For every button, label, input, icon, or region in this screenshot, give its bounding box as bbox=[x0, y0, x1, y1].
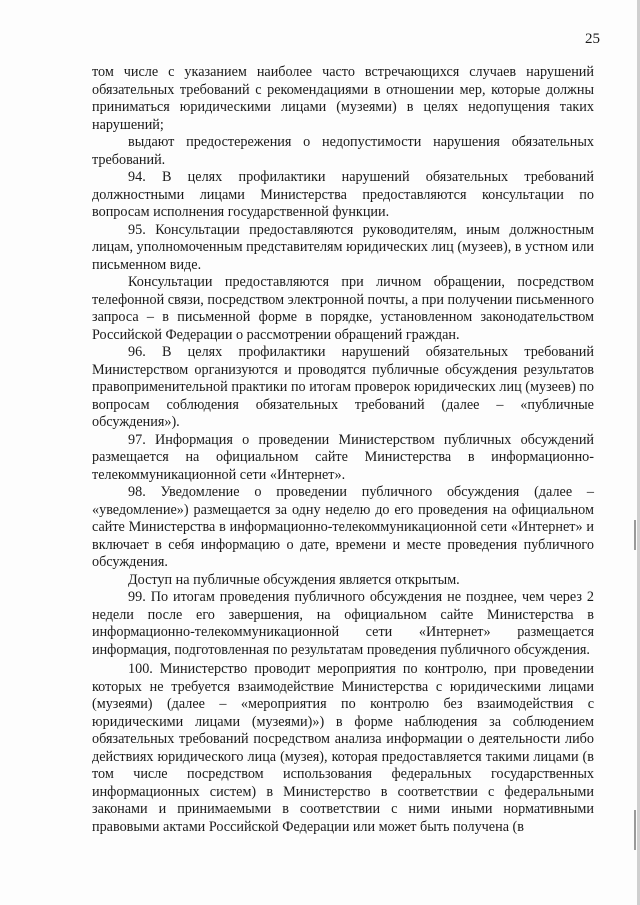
scan-artifact bbox=[634, 810, 636, 850]
paragraph: 100. Министерство проводит мероприятия по контролю, при проведении которых не требуется взаимодействие Министерства с юридическими лицами (музеями) (далее – «мероприятия по контролю без взаимодействия с юридическими лицами (музеями)») в форме наблюдения за соблюдением обязательных требований посредством анализа информации о деятельности либо действиях юридического лица (музея), которая предоставляется такими лицами (в том числе посредством использования федеральных государственных информационных систем) в Министерство в соответствии с федеральными законами и принимаемыми в соответствии с ними иными нормативными правовыми актами Российской Федерации или может быть получена (в bbox=[92, 661, 594, 835]
paragraph: 95. Консультации предоставляются руководителям, иным должностным лицам, уполномоченным представителям юридических лиц (музеев), в устном или письменном виде. bbox=[92, 221, 594, 273]
paragraph: выдают предостережения о недопустимости нарушения обязательных требований. bbox=[92, 134, 594, 168]
scan-artifact bbox=[634, 520, 636, 550]
paragraph: 98. Уведомление о проведении публичного обсуждения (далее – «уведомление») размещается за одну неделю до его проведения на официальном сайте Министерства в информационно-телекоммуникационной сети «Интернет» и включает в себя информацию о дате, времени и месте проведения публичного обсуждения. bbox=[92, 484, 594, 570]
paragraph: том числе с указанием наиболее часто встречающихся случаев нарушений обязательных требований с рекомендациями в отношении мер, которые должны приниматься юридическими лицами (музеями) в целях недопущения таких нарушений; bbox=[92, 64, 594, 133]
paragraph: 94. В целях профилактики нарушений обязательных требований должностными лицами Министерства предоставляются консультации по вопросам исполнения государственной функции. bbox=[92, 169, 594, 220]
document-body bbox=[92, 64, 594, 836]
paragraph: 97. Информация о проведении Министерством публичных обсуждений размещается на официальном сайте Министерства в информационно-телекоммуникационной сети «Интернет». bbox=[92, 431, 594, 483]
page-number: 25 bbox=[585, 31, 600, 47]
paragraph: 99. По итогам проведения публичного обсуждения не позднее, чем через 2 недели после его завершения, на официальном сайте Министерства в информационно-телекоммуникационной сети «Интернет» размещается информация, подготовленная по результатам проведения публичного обсуждения. bbox=[92, 589, 594, 658]
paragraph: Доступ на публичные обсуждения является открытым. bbox=[128, 571, 460, 588]
paragraph: Консультации предоставляются при личном обращении, посредством телефонной связи, посредством электронной почты, а при получении письменного запроса – в письменной форме в порядке, установленном законодательством Российской Федерации о рассмотрении обращений граждан. bbox=[92, 274, 594, 343]
paragraph: 96. В целях профилактики нарушений обязательных требований Министерством организуются и проводятся публичные обсуждения результатов правоприменительной практики по итогам проверок юридических лиц (музеев) по вопросам соблюдения обязательных требований (далее – «публичные обсуждения»). bbox=[92, 344, 594, 430]
